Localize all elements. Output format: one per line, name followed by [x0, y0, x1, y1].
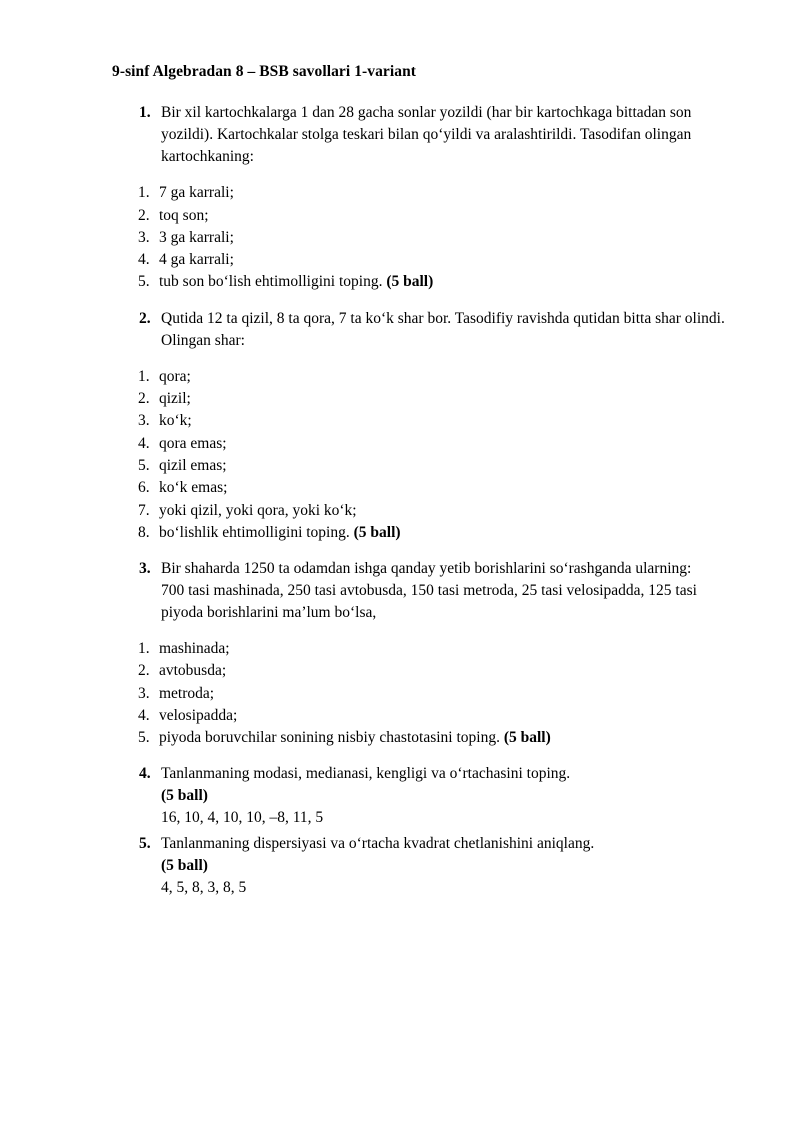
subitem-number: 1. — [138, 639, 150, 657]
subitem-number: 7. — [138, 501, 150, 519]
problem-text: Tanlanmaning modasi, medianasi, kengligi va oʻrtachasini toping. — [161, 765, 571, 783]
subitem-text: piyoda boruvchilar sonining nisbiy chastotasini toping. — [159, 729, 500, 747]
problem-data-values: 4, 5, 8, 3, 8, 5 — [161, 879, 247, 897]
list-item — [112, 271, 736, 293]
points-badge: (5 ball) — [353, 523, 401, 541]
points-badge: (5 ball) — [161, 857, 208, 875]
subitem-number: 4. — [138, 251, 150, 269]
subitem-number: 1. — [138, 367, 150, 385]
subitem-text: koʻk emas; — [159, 479, 228, 497]
problem-number: 3. — [139, 560, 151, 578]
subitem-text: koʻk; — [159, 412, 192, 430]
subitem-number: 5. — [138, 456, 150, 474]
list-item — [112, 705, 736, 727]
subitem-number: 2. — [138, 206, 150, 224]
subitem-text: metroda; — [159, 684, 215, 702]
subitem-text: qizil emas; — [159, 456, 227, 474]
subitem-text: avtobusda; — [159, 662, 227, 680]
problem-1-subitems — [112, 182, 736, 294]
list-item — [112, 477, 736, 499]
list-item — [112, 366, 736, 388]
list-item — [112, 182, 736, 204]
subitem-text: toq son; — [159, 206, 209, 224]
list-item — [112, 522, 736, 544]
problem-2-subitems — [112, 366, 736, 545]
subitem-number: 5. — [138, 729, 150, 747]
subitem-text: mashinada; — [159, 639, 230, 657]
subitem-number: 4. — [138, 434, 150, 452]
problem-number: 4. — [139, 765, 151, 783]
list-item — [112, 638, 736, 660]
subitem-text: boʻlishlik ehtimolligini toping. — [159, 523, 350, 541]
problem-text: Qutida 12 ta qizil, 8 ta qora, 7 ta koʻk shar bor. Tasodifiy ravishda qutidan bitta shar olindi. Olingan shar: — [161, 309, 725, 349]
list-item — [112, 727, 736, 749]
points-badge: (5 ball) — [503, 729, 551, 747]
document-body — [112, 62, 736, 903]
subitem-text: 4 ga karrali; — [159, 251, 234, 269]
problem-text: Bir xil kartochkalarga 1 dan 28 gacha sonlar yozildi (har bir kartochkaga bittadan son yozildi). Kartochkalar stolga teskari bilan qoʻyildi va aralashtirildi. Tasodifan olingan kartochkaning: — [161, 104, 692, 166]
subitem-number: 3. — [138, 412, 150, 430]
subitem-text: qora; — [159, 367, 191, 385]
page-title: 9-sinf Algebradan 8 – BSB savollari 1-variant — [112, 63, 417, 80]
subitem-text: tub son boʻlish ehtimolligini toping. — [159, 273, 383, 291]
list-item — [112, 683, 736, 705]
problem-text: Tanlanmaning dispersiyasi va oʻrtacha kvadrat chetlanishini aniqlang. — [161, 835, 595, 853]
subitem-number: 5. — [138, 273, 150, 291]
problem-data-values: 16, 10, 4, 10, 10, –8, 11, 5 — [161, 809, 324, 827]
problem-number: 5. — [139, 835, 151, 853]
subitem-text: velosipadda; — [159, 706, 238, 724]
problem-item-5 — [112, 833, 736, 899]
list-item — [112, 205, 736, 227]
subitem-number: 2. — [138, 389, 150, 407]
points-badge: (5 ball) — [386, 273, 434, 291]
subitem-text: yoki qizil, yoki qora, yoki koʻk; — [159, 501, 357, 519]
points-badge: (5 ball) — [161, 787, 208, 805]
list-item — [112, 660, 736, 682]
subitem-number: 8. — [138, 523, 150, 541]
list-item — [112, 500, 736, 522]
problem-text: Bir shaharda 1250 ta odamdan ishga qanday yetib borishlarini soʻrashganda ularning: — [161, 560, 692, 578]
list-item — [112, 249, 736, 271]
problem-list — [112, 102, 736, 899]
subitem-number: 1. — [138, 184, 150, 202]
problem-item-3 — [112, 558, 736, 624]
subitem-number: 3. — [138, 684, 150, 702]
problem-3-subitems — [112, 638, 736, 750]
subitem-text: qora emas; — [159, 434, 227, 452]
subitem-text: 7 ga karrali; — [159, 184, 234, 202]
problem-item-4 — [112, 763, 736, 829]
problem-text-continued: 700 tasi mashinada, 250 tasi avtobusda, 150 tasi metroda, 25 tasi velosipadda, 125 tasi piyoda borishlarini maʼlum boʻlsa, — [161, 582, 697, 621]
subitem-number: 4. — [138, 706, 150, 724]
list-item — [112, 455, 736, 477]
problem-item-2 — [112, 308, 736, 352]
problem-number: 1. — [139, 104, 151, 122]
list-item — [112, 410, 736, 432]
list-item — [112, 433, 736, 455]
subitem-text: 3 ga karrali; — [159, 228, 234, 246]
problem-number: 2. — [139, 309, 151, 327]
subitem-number: 6. — [138, 479, 150, 497]
list-item — [112, 227, 736, 249]
subitem-number: 2. — [138, 662, 150, 680]
subitem-text: qizil; — [159, 389, 191, 407]
list-item — [112, 388, 736, 410]
subitem-number: 3. — [138, 228, 150, 246]
problem-item-1 — [112, 102, 736, 168]
